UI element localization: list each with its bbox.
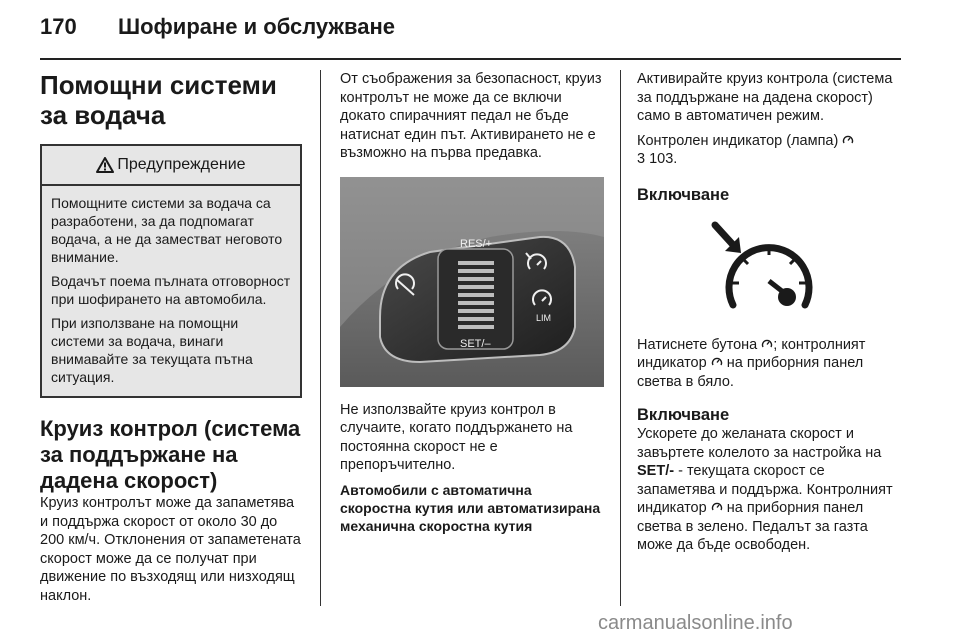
column-1 bbox=[40, 70, 302, 605]
warning-triangle-icon bbox=[96, 157, 114, 173]
text-fragment: - текущата скорост се запаметява и поддържа. Контролният индикатор bbox=[637, 463, 893, 516]
column-3 bbox=[637, 70, 901, 555]
lim-label: LIM bbox=[536, 312, 552, 323]
cruise-control-symbol-icon bbox=[637, 217, 901, 327]
set-key-label: SET/- bbox=[637, 463, 675, 479]
column-divider bbox=[320, 70, 321, 606]
body-text: Не използвайте круиз контрол в случаите, когато поддържането на постоянна скорост не е препоръчително. bbox=[340, 401, 573, 473]
text-fragment: на приборния панел светва в бяло. bbox=[637, 355, 864, 390]
text-fragment: на приборния панел светва в зелено. Педалът за газта може да бъде освободен. bbox=[637, 500, 868, 553]
watermark: carmanualsonline.info bbox=[598, 612, 793, 634]
header-rule bbox=[40, 58, 901, 60]
warning-title: Предупреждение bbox=[117, 156, 246, 173]
cruise-indicator-icon bbox=[711, 501, 723, 513]
res-label: RES/+ bbox=[460, 237, 493, 250]
chapter-title: Шофиране и обслужване bbox=[118, 14, 396, 39]
body-text bbox=[637, 132, 901, 169]
warning-text: При използване на помощни системи за водача, винаги внимавайте за текущата пътна ситуация. bbox=[51, 315, 253, 385]
subsection-heading: Включване bbox=[637, 185, 730, 204]
warning-box bbox=[40, 144, 302, 398]
body-text: Круиз контролът може да запаметява и поддържа скорост от около 30 до 200 км/ч. Отклонения от запаметената скорост може да се получат при движение по възходящ или низходящ наклон. bbox=[40, 495, 301, 604]
text-fragment: Натиснете бутона bbox=[637, 336, 758, 353]
warning-header bbox=[42, 146, 300, 186]
subheading: Автомобили с автоматична скоростна кутия или автоматизирана механична скоростна кутия bbox=[340, 481, 601, 534]
column-2 bbox=[340, 70, 604, 535]
warning-text: Водачът поема пълната отговорност при шофирането на автомобила. bbox=[51, 273, 291, 307]
body-text bbox=[637, 336, 901, 392]
steering-wheel-controls-image bbox=[340, 177, 604, 387]
subsection-heading: Включване bbox=[637, 406, 730, 424]
body-text bbox=[637, 425, 901, 555]
cruise-indicator-icon bbox=[761, 338, 773, 350]
page-reference: 3 103. bbox=[637, 151, 678, 167]
body-text: Активирайте круиз контрола (система за поддържане на дадена скорост) само в автоматичен режим. bbox=[637, 71, 893, 124]
set-label: SET/– bbox=[460, 337, 491, 350]
page-number: 170 bbox=[40, 14, 77, 39]
cruise-indicator-icon bbox=[711, 356, 723, 368]
column-divider bbox=[620, 70, 621, 606]
cruise-indicator-icon bbox=[842, 134, 854, 146]
section-heading: Помощни системи за водача bbox=[40, 70, 277, 130]
subsection-heading: Круиз контрол (система за поддържане на дадена скорост) bbox=[40, 416, 301, 493]
text-fragment: Ускорете до желаната скорост и завъртете колелото за настройка на bbox=[637, 426, 882, 461]
body-text: От съображения за безопасност, круиз контролът не може да се включи докато спирачният педал не бъде натиснат един път. Активирането не е възможно на първа предавка. bbox=[340, 71, 602, 161]
warning-text: Помощните системи за водача са разработени, за да подпомагат водача, а не да заместват неговото внимание. bbox=[51, 195, 283, 265]
steering-wheel-illustration bbox=[340, 177, 604, 387]
indicator-text: Контролен индикатор (лампа) bbox=[637, 132, 839, 149]
text-fragment: ; контролният индикатор bbox=[637, 336, 866, 371]
